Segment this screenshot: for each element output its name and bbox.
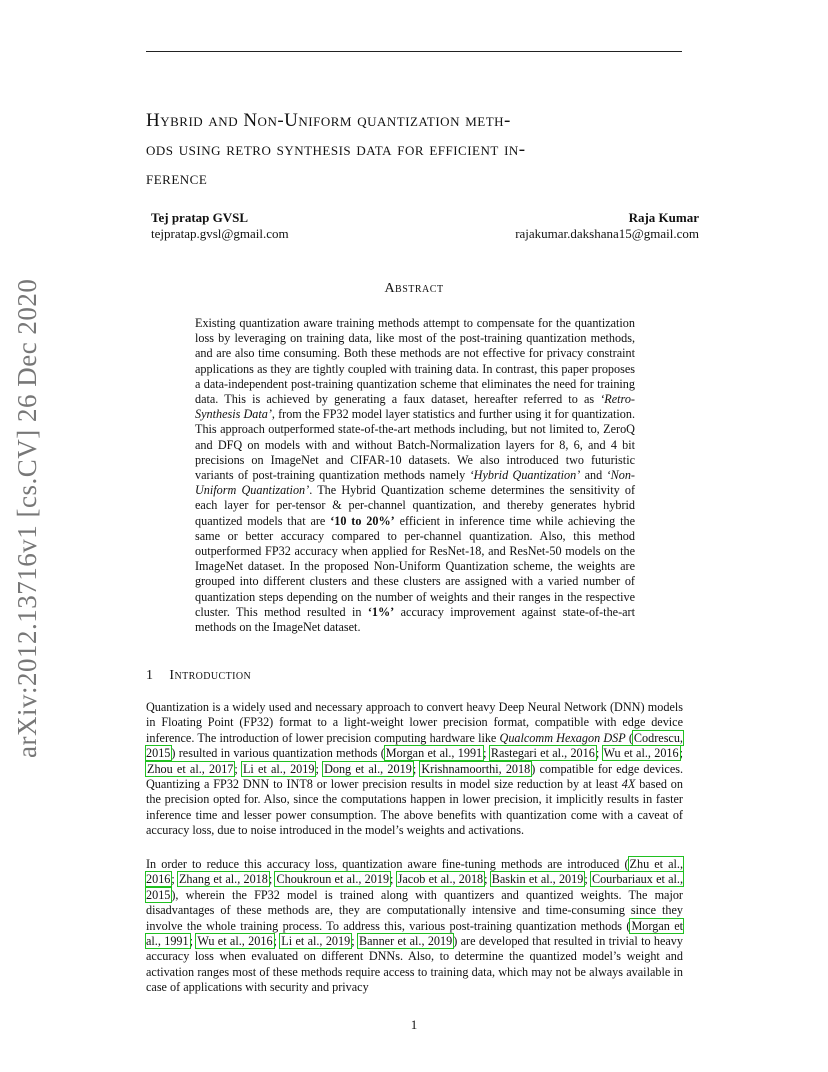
citation-link[interactable]: Zhang et al., 2018	[178, 872, 268, 887]
term-hexagon-dsp: Qualcomm Hexagon DSP	[499, 730, 626, 745]
separator: ;	[412, 761, 421, 776]
separator: ;	[484, 872, 491, 887]
text-run: ) compatible for edge devices. Quantizing a FP32 DNN to INT8 or lower precision results in model size reduction by at least	[146, 761, 684, 792]
separator: ;	[171, 872, 178, 887]
paper-title	[146, 106, 686, 193]
term-retro-synthesis: ‘Retro-Synthesis Data’	[195, 392, 635, 422]
arxiv-identifier: arXiv:2012.13716v1 [cs.CV] 26 Dec 2020	[12, 278, 42, 758]
text-run: . The Hybrid Quantization scheme determines the sensitivity of each layer for per-tensor & per-channel quantization, and thereby generates hybrid quantized models that are	[195, 483, 636, 528]
citation-link[interactable]: Morgan et al., 1991	[385, 746, 483, 761]
section-heading	[146, 668, 251, 684]
separator: ;	[351, 934, 358, 949]
text-run: and	[580, 468, 607, 483]
separator: ;	[390, 872, 397, 887]
citation-link[interactable]: Li et al., 2019	[242, 761, 315, 776]
separator: ;	[273, 934, 281, 949]
author-email[interactable]: rajakumar.dakshana15@gmail.com	[515, 226, 699, 241]
top-rule	[146, 51, 682, 52]
citation-link[interactable]: Banner et al., 2019	[358, 934, 453, 949]
separator: ;	[679, 746, 684, 761]
citation-link[interactable]: Morgan et al., 1991	[146, 918, 683, 949]
citation-link[interactable]: Wu et al., 2016	[197, 934, 273, 949]
author-block	[151, 210, 289, 242]
text-run: accuracy improvement against state-of-the-art methods on the ImageNet dataset.	[195, 604, 635, 635]
author-name: Tej pratap GVSL	[151, 210, 249, 225]
citation-link[interactable]: Choukroun et al., 2019	[276, 872, 390, 887]
author-email[interactable]: tejpratap.gvsl@gmail.com	[151, 226, 289, 241]
citation-link[interactable]: Rastegari et al., 2016	[490, 746, 595, 761]
text-run: Quantization is a widely used and necessary approach to convert heavy Deep Neural Network (DNN) models in Floating Point (FP32) format to a light-weight lower precision format, compatible with edge device inference. The introduction of lower precision computing hardware like	[146, 700, 683, 745]
citation-link[interactable]: Courbariaux et al., 2015	[146, 872, 684, 902]
citation-link[interactable]: Codrescu, 2015	[146, 730, 683, 761]
text-run: In order to reduce this accuracy loss, quantization aware fine-tuning methods are introduced (	[146, 857, 629, 871]
text-run: ) resulted in various quantization methods (	[171, 746, 385, 761]
title-line: ference	[146, 168, 208, 189]
text-run: based on the precision opted for. Also, since the computations happen in lower precision, it implicitly results in faster inference time and lesser power consumption. The above benefits with quantization come with a caveat of accuracy loss, due to noise introduced in the model’s weights and activations.	[146, 777, 683, 838]
highlight-efficiency: ‘10 to 20%’	[330, 513, 395, 528]
text-run: Existing quantization aware training methods attempt to compensate for the quantization loss by leveraging on training data, like most of the post-training quantization methods, and are also time consuming. Both these methods are not effective for privacy constraint applications as they are tightly coupled with training data. In contrast, this paper proposes a data-independent post-training quantization scheme that eliminates the need for training data. This is achieved by generating a faux dataset, hereafter referred to as	[195, 316, 635, 407]
citation-link[interactable]: Baskin et al., 2019	[491, 872, 584, 887]
section-number: 1	[146, 668, 154, 683]
term-non-uniform-quantization: ‘Non-Uniform Quantization’	[195, 468, 635, 498]
separator: ;	[189, 934, 197, 949]
separator: ;	[483, 746, 490, 761]
text-run: efficient in inference time while achieving the same or better accuracy compared to per-channel quantization. Also, this method outperformed FP32 accuracy when applied for ResNet-18, and ResNet-50 models on the ImageNet dataset. In the proposed Non-Uniform Quantization scheme, the weights are grouped into different clusters and these clusters are assigned with a varied number of quantization steps depending on the number of weights and their ranges in the respective cluster. This method resulted in	[195, 513, 635, 619]
intro-paragraph-1	[146, 700, 683, 839]
citation-link[interactable]: Dong et al., 2019	[324, 761, 412, 776]
text-run: ) are developed that resulted in trivial to heavy accuracy loss when evaluated on different DNNs. Also, to determine the quantized model’s weight and activation ranges most of these methods require access to training data, which may not be always available in case of applications with security and privacy	[146, 934, 683, 995]
abstract-text	[195, 316, 635, 635]
term-hybrid-quantization: ‘Hybrid Quantization’	[469, 468, 581, 483]
separator: ;	[595, 746, 603, 761]
separator: ;	[315, 761, 324, 776]
citation-link[interactable]: Zhu et al., 2016	[146, 857, 683, 887]
citation-link[interactable]: Wu et al., 2016	[603, 746, 679, 761]
text-run: (	[625, 730, 633, 745]
separator: ;	[268, 872, 276, 887]
math-4x: 4X	[621, 777, 636, 792]
separator: ;	[234, 761, 242, 776]
citation-link[interactable]: Jacob et al., 2018	[397, 872, 484, 887]
highlight-accuracy: ‘1%’	[367, 604, 395, 619]
abstract-heading: Abstract	[384, 281, 444, 296]
page-number: 1	[410, 1017, 418, 1032]
citation-link[interactable]: Krishnamoorthi, 2018	[421, 761, 531, 776]
citation-link[interactable]: Li et al., 2019	[281, 934, 351, 949]
title-line: Hybrid and Non-Uniform quantization meth-	[146, 110, 511, 131]
citation-link[interactable]: Zhou et al., 2017	[147, 761, 234, 776]
author-name: Raja Kumar	[628, 210, 699, 225]
title-line: ods using retro synthesis data for efficient in-	[146, 139, 526, 160]
section-title: Introduction	[169, 668, 252, 683]
text-run: , from the FP32 model layer statistics and further using it for quantization. This approach outperformed state-of-the-art methods including, but not limited to, ZeroQ and DFQ on models with and without Batch-Normalization layers for 8, 6, and 4 bit precisions on ImageNet and CIFAR-10 datasets. We also introduced two futuristic variants of post-training quantization methods namely	[195, 407, 635, 483]
separator: ;	[584, 872, 591, 887]
intro-paragraph-2	[146, 857, 683, 996]
author-block	[515, 210, 699, 242]
text-run: ), wherein the FP32 model is trained along with quantizers and quantized weights. The major disadvantages of these methods are, they are computationally intensive and time-consuming since they involve the whole training process. To address this, various post-training quantization methods (	[146, 887, 683, 933]
